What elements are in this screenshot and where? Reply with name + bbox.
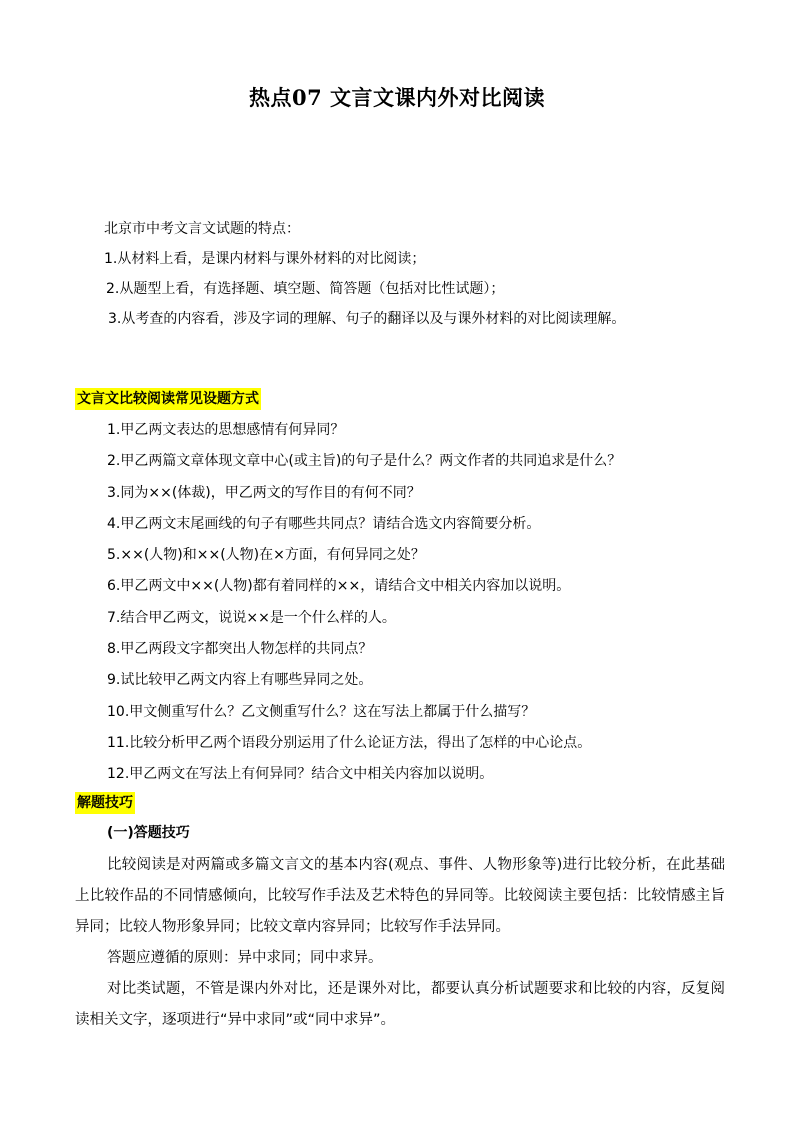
- intro-heading: 北京市中考文言文试题的特点：: [104, 221, 300, 237]
- list-item: 7.结合甲乙两文，说说××是一个什么样的人。: [107, 609, 396, 626]
- list-item: 4.甲乙两文末尾画线的句子有哪些共同点？请结合选文内容简要分析。: [107, 515, 541, 532]
- section-heading-question-types: 文言文比较阅读常见设题方式: [75, 388, 261, 410]
- list-item: 12.甲乙两文在写法上有何异同？结合文中相关内容加以说明。: [107, 766, 494, 783]
- list-item: 3.同为××(体裁)，甲乙两文的写作目的有何不同？: [107, 484, 421, 501]
- intro-point: 1.从材料上看，是课内材料与课外材料的对比阅读；: [104, 251, 426, 267]
- intro-point: 3.从考查的内容看，涉及字词的理解、句子的翻译以及与课外材料的对比阅读理解。: [108, 311, 626, 327]
- list-item: 2.甲乙两篇文章体现文章中心(或主旨)的句子是什么？两文作者的共同追求是什么？: [107, 453, 622, 470]
- body-paragraph: 比较阅读是对两篇或多篇文言文的基本内容(观点、事件、人物形象等)进行比较分析，在此基础上比较作品的不同情感倾向，比较写作手法及艺术特色的异同等。比较阅读主要包括：比较情感主旨异同；比较人物形象异同；比较文章内容异同；比较写作手法异同。: [75, 857, 725, 935]
- intro-point: 2.从题型上看，有选择题、填空题、简答题（包括对比性试题）；: [106, 281, 505, 297]
- section-heading-techniques: 解题技巧: [75, 792, 135, 814]
- list-item: 8.甲乙两段文字都突出人物怎样的共同点？: [107, 641, 373, 658]
- page-title: 热点07 文言文课内外对比阅读: [248, 85, 546, 110]
- intro-section: [104, 214, 625, 334]
- body-paragraph: 答题应遵循的原则：异中求同；同中求异。: [107, 950, 383, 966]
- body-paragraph: 对比类试题，不管是课内外对比，还是课外对比，都要认真分析试题要求和比较的内容，反复阅读相关文字，逐项进行“异中求同”或“同中求异”。: [75, 981, 725, 1028]
- list-item: 9.试比较甲乙两文内容上有哪些异同之处。: [107, 672, 373, 689]
- list-item: 5.××(人物)和××(人物)在×方面，有何异同之处？: [107, 547, 425, 564]
- list-item: 1.甲乙两文表达的思想感情有何异同？: [107, 422, 345, 438]
- list-item: 10.甲文侧重写什么？乙文侧重写什么？这在写法上都属于什么描写？: [107, 703, 536, 720]
- subheading-answer-techniques: (一)答题技巧: [107, 825, 190, 841]
- question-type-list: [107, 415, 621, 791]
- list-item: 11.比较分析甲乙两个语段分别运用了什么论证方法，得出了怎样的中心论点。: [107, 734, 592, 751]
- list-item: 6.甲乙两文中××(人物)都有着同样的××，请结合文中相关内容加以说明。: [107, 578, 571, 595]
